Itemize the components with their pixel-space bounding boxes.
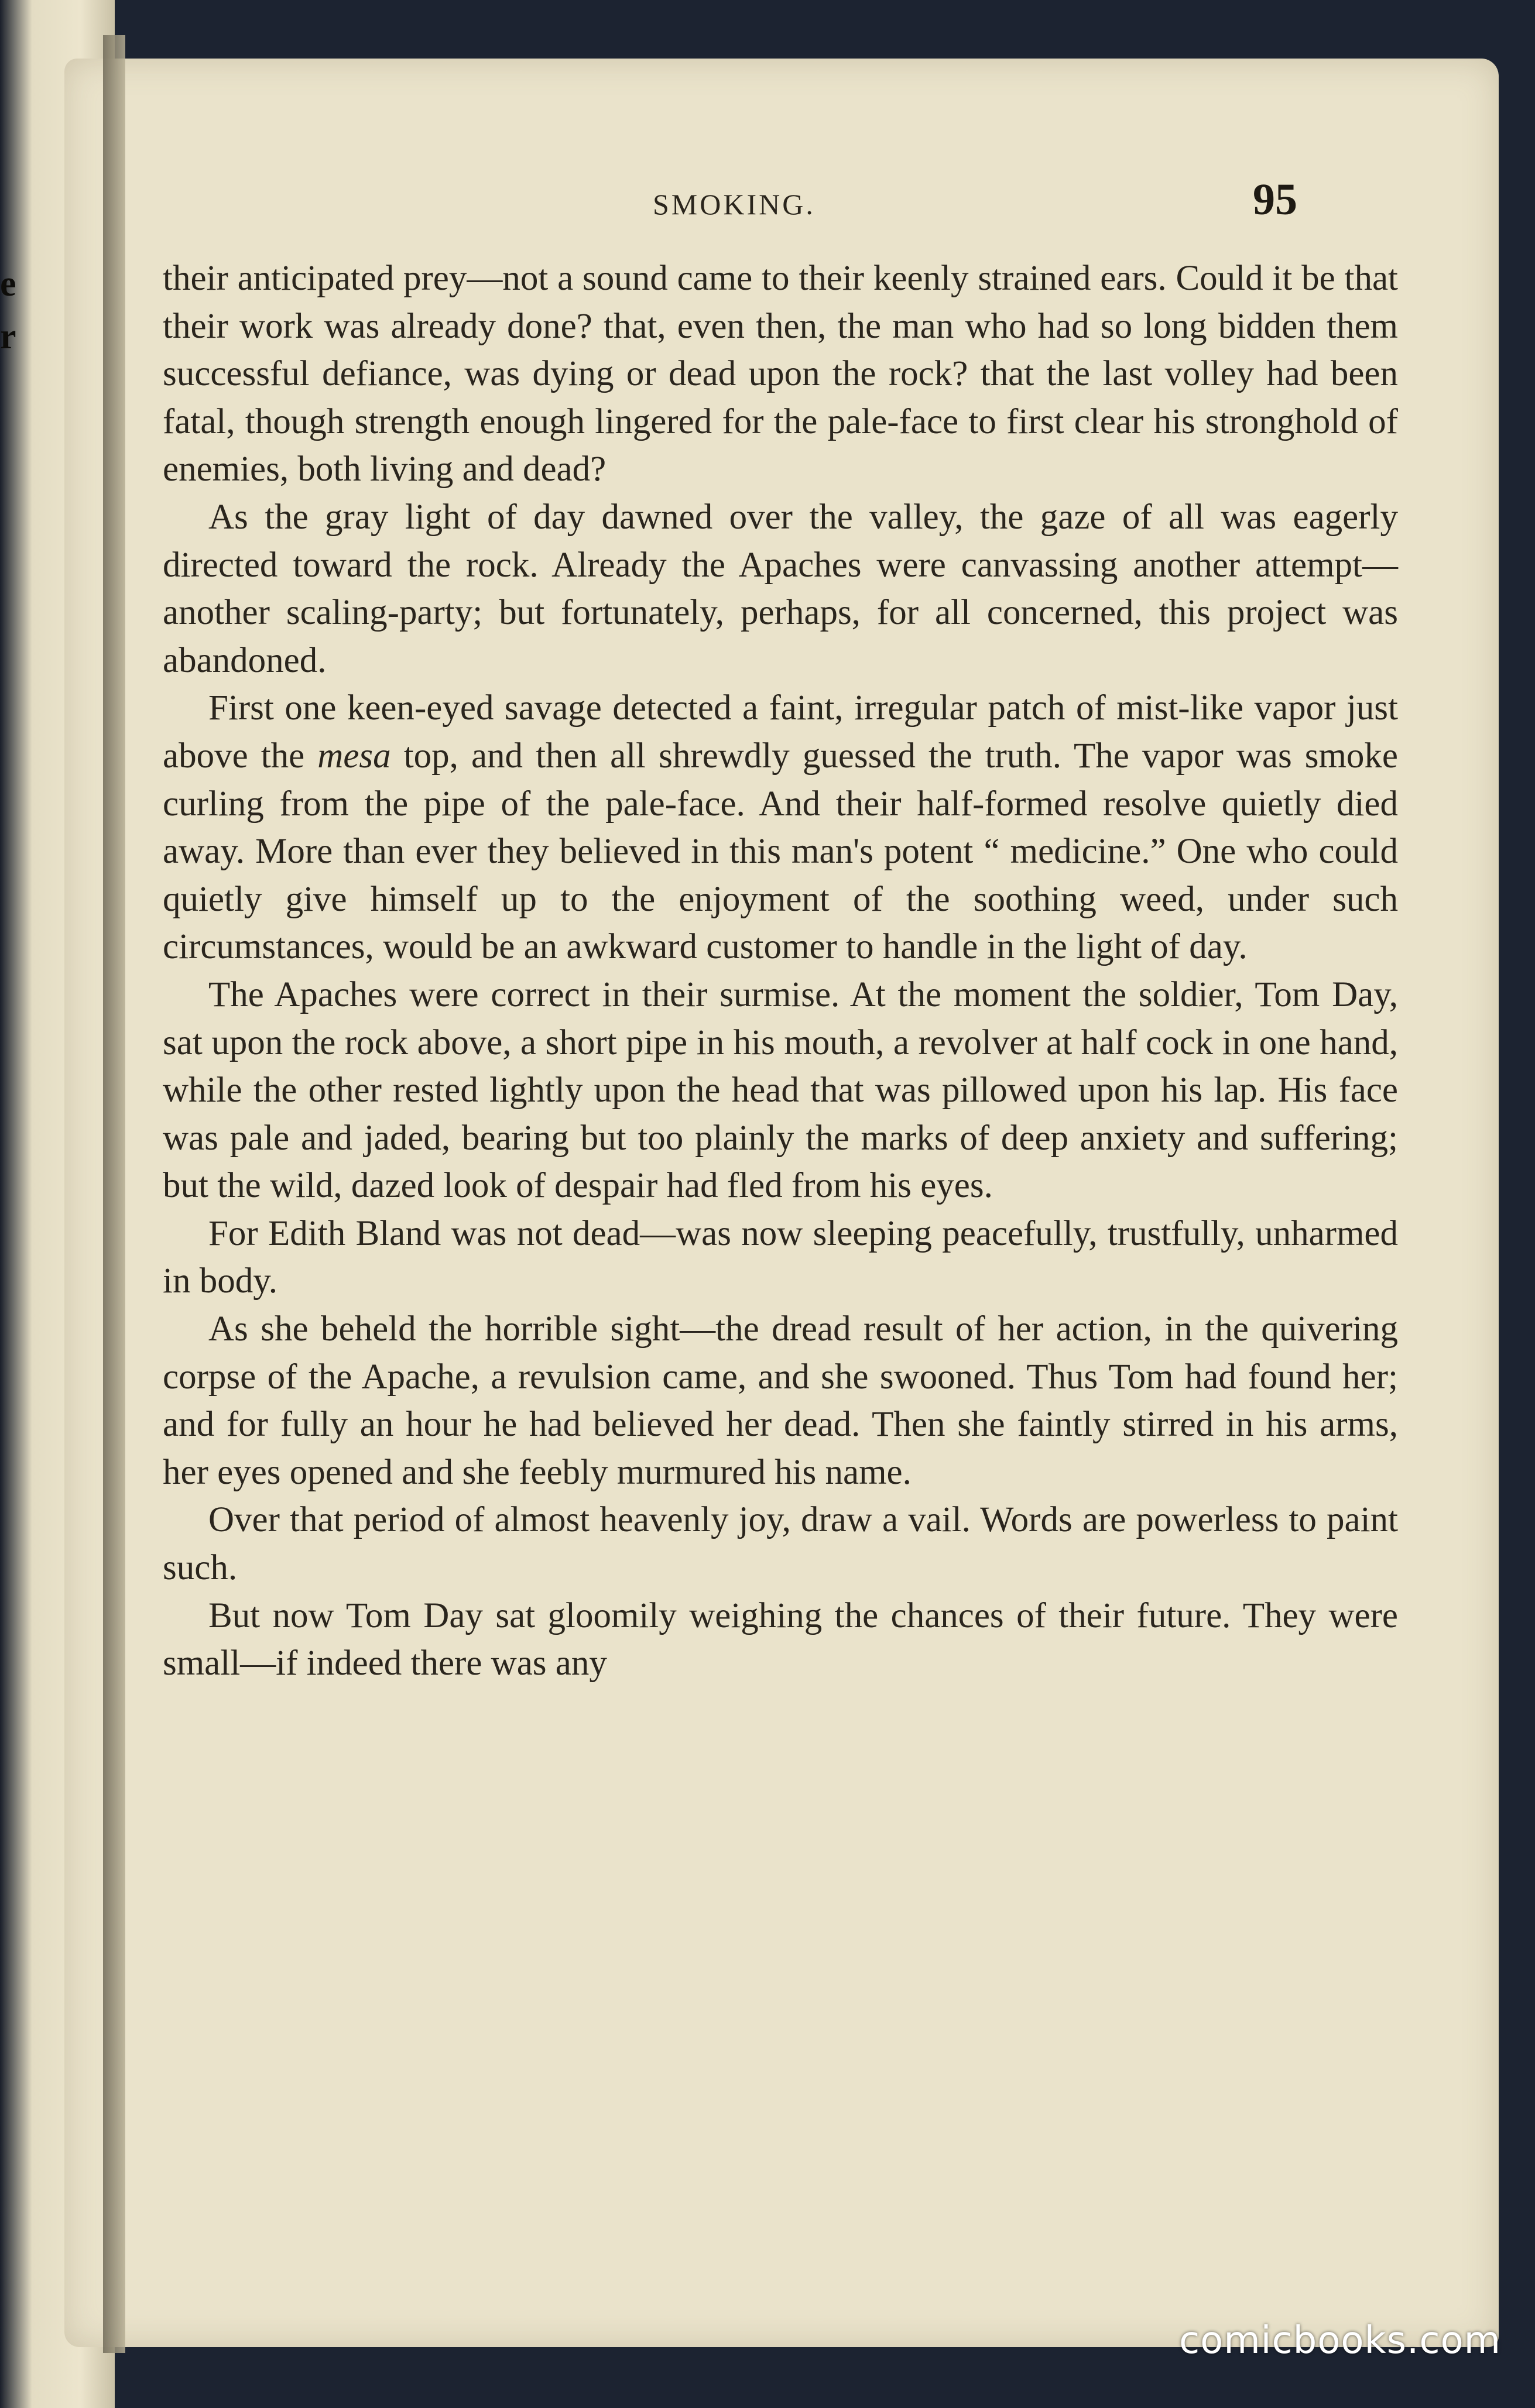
paragraph: For Edith Bland was not dead—was now sleeping peacefully, trustfully, unharmed in body. bbox=[163, 1213, 1398, 1301]
paragraph: First one keen-eyed savage detected a faint, irregular patch of mist-like vapor just above the mesa top, and then all shrewdly guessed the truth. The vapor was smoke curling from the pipe of the pale-face. And their half-formed resolve quietly died away. More than ever they believed in this man's potent “ medicine.” One who could quietly give himself up to the enjoyment of the soothing weed, under such circumstances, would be an awkward customer to handle in the light of day. bbox=[163, 688, 1399, 967]
watermark: comicbooks.com bbox=[1178, 2319, 1501, 2362]
paragraph: As she beheld the horrible sight—the dread result of her action, in the quivering corpse of the Apache, a revulsion came, and she swooned. Thus Tom had found her; and for fully an hour he had believed her dead. Then she faintly stirred in his arms, her eyes opened and she feebly murmured his name. bbox=[163, 1309, 1398, 1492]
page-number: 95 bbox=[1253, 175, 1297, 224]
paragraph: The Apaches were correct in their surmise. At the moment the soldier, Tom Day, sat upon the rock above, a short pipe in his mouth, a revolver at half cock in one hand, while the other rested lightly upon the head that was pillowed upon his lap. His face was pale and jaded, bearing but too plainly the marks of deep anxiety and suffering; but the wild, dazed look of despair had fled from his eyes. bbox=[163, 975, 1398, 1206]
page-gutter-shadow bbox=[103, 35, 125, 2353]
previous-page-fragment bbox=[0, 258, 23, 363]
paragraph: As the gray light of day dawned over the valley, the gaze of all was eagerly directed toward the rock. Already the Apaches were canvassing another attempt—another scaling-party; but fortunately, perhaps, for all concerned, this project was abandoned. bbox=[163, 497, 1398, 680]
previous-page-char: r bbox=[0, 317, 16, 356]
book-page bbox=[64, 59, 1499, 2347]
running-head: SMOKING. bbox=[653, 188, 816, 221]
paragraph: But now Tom Day sat gloomily weighing the chances of their future. They were small—if indeed there was any bbox=[163, 1596, 1398, 1683]
paragraph: their anticipated prey—not a sound came to their keenly strained ears. Could it be that their work was already done? that, even then, the man who had so long bidden them successful defiance, was dying or dead upon the rock? that the last volley had been fatal, though strength enough lingered for the pale-face to first clear his stronghold of enemies, both living and dead? bbox=[163, 259, 1398, 489]
previous-page-char: e bbox=[0, 264, 16, 304]
italic-word: mesa bbox=[317, 736, 391, 776]
page-header bbox=[64, 164, 1387, 234]
body-text bbox=[163, 255, 1398, 1687]
paragraph: Over that period of almost heavenly joy, draw a vail. Words are powerless to paint such. bbox=[163, 1500, 1398, 1588]
